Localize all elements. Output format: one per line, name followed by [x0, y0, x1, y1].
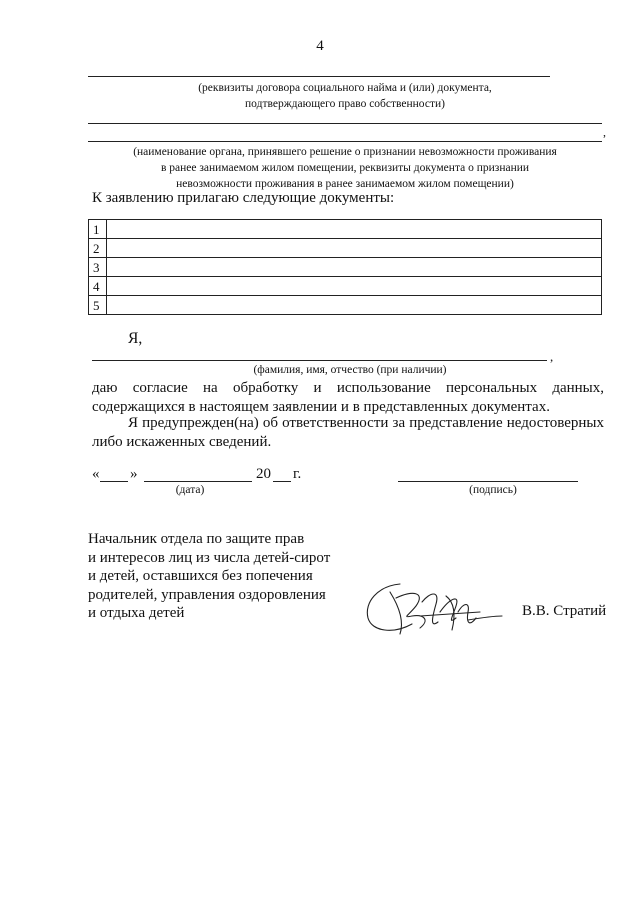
contract-requisites-caption: (реквизиты договора социального найма и (или) документа, подтверждающего право собственности)	[198, 82, 492, 110]
document-cell[interactable]	[107, 258, 602, 277]
row-number: 1	[89, 220, 107, 239]
date-caption: (дата)	[175, 484, 205, 496]
page-number: 4	[316, 38, 324, 54]
official-name: В.В. Стратий	[522, 603, 607, 619]
ya-label: Я,	[128, 330, 143, 347]
consent-paragraph: даю согласие на обработку и использование персональных данных, содержащихся в настоящем заявлении и в представленных документах.	[92, 380, 604, 415]
row-number: 5	[89, 296, 107, 315]
organ-caption: (наименование органа, принявшего решение о признании невозможности проживания в ранее занимаемом жилом помещении, реквизиты документа о признании невозможности проживания в ранее занимаемом жилом помещении)	[133, 146, 557, 190]
organ-line-1[interactable]	[88, 123, 602, 124]
attachments-table	[88, 219, 602, 315]
attachments-intro: К заявлению прилагаю следующие документы:	[92, 190, 395, 206]
year-suffix: г.	[293, 466, 302, 482]
row-number: 2	[89, 239, 107, 258]
row-number: 4	[89, 277, 107, 296]
table-row	[89, 258, 602, 277]
quote-close: »	[130, 466, 138, 482]
fio-line[interactable]	[92, 360, 547, 361]
table-row	[89, 277, 602, 296]
quote-open: «	[92, 466, 100, 482]
document-cell[interactable]	[107, 239, 602, 258]
document-cell[interactable]	[107, 220, 602, 239]
fio-caption: (фамилия, имя, отчество (при наличии)	[253, 364, 447, 376]
document-cell[interactable]	[107, 296, 602, 315]
document-cell[interactable]	[107, 277, 602, 296]
official-title: Начальник отдела по защите прав и интересов лиц из числа детей-сирот и детей, оставшихся без попечения родителей, управления оздоровления и отдыха детей	[88, 531, 331, 621]
organ-line-2[interactable]	[88, 141, 602, 142]
table-row	[89, 239, 602, 258]
day-blank[interactable]	[100, 481, 128, 482]
year-prefix: 20	[256, 466, 271, 482]
year-blank[interactable]	[273, 481, 291, 482]
fio-comma: ,	[550, 349, 554, 364]
comma-mark: ,	[603, 125, 606, 139]
row-number: 3	[89, 258, 107, 277]
table-row	[89, 220, 602, 239]
handwritten-signature	[360, 572, 510, 642]
contract-requisites-line[interactable]	[88, 76, 550, 77]
warning-paragraph: Я предупрежден(на) об ответственности за представление недостоверных либо искаженных сведений.	[92, 415, 604, 450]
signature-caption: (подпись)	[469, 484, 517, 496]
table-row	[89, 296, 602, 315]
